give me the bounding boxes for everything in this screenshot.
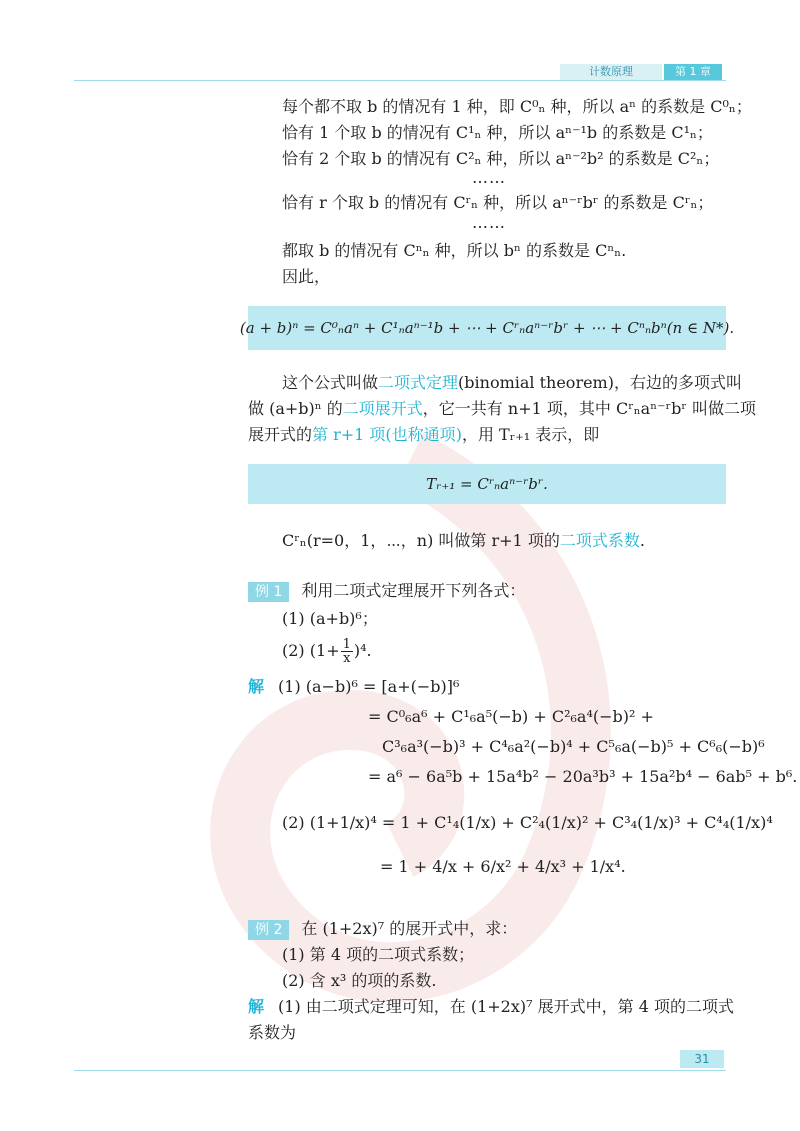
header-chapter-badge: 第 1 章: [664, 64, 722, 80]
derivation-line: 每个都不取 b 的情况有 1 种，即 C⁰ₙ 种，所以 aⁿ 的系数是 C⁰ₙ；: [282, 97, 752, 116]
solution-1-line: 解 (1) (a−b)⁶ = [a+(−b)]⁶: [248, 677, 460, 696]
example-2-tag: 例 2: [248, 920, 289, 940]
solution-2-tag: 解: [248, 997, 265, 1016]
example-1-question-2: (2) (1+ $\frac{1}{x}$ )⁴.: [282, 637, 372, 666]
binomial-theorem-formula: (a + b)ⁿ = C⁰ₙaⁿ + C¹ₙaⁿ⁻¹b + ⋯ + Cʳₙaⁿ⁻ʳbʳ + ⋯ + Cⁿₙbⁿ(n ∈ N*).: [248, 306, 726, 350]
derivation-line: 恰有 1 个取 b 的情况有 C¹ₙ 种，所以 aⁿ⁻¹b 的系数是 C¹ₙ；: [282, 123, 713, 142]
definition-line: 这个公式叫做二项式定理(binomial theorem)，右边的多项式叫: [282, 373, 742, 392]
term-general-term: 第 r+1 项(也称通项): [312, 425, 462, 444]
solution-2-line: 系数为: [248, 1023, 297, 1042]
solution-1-line: = 1 + 4/x + 6/x² + 4/x³ + 1/x⁴.: [380, 857, 626, 876]
fraction: $\frac{1}{x}$: [342, 637, 351, 666]
solution-1-tag: 解: [248, 677, 265, 696]
term-binomial-expansion: 二项展开式: [342, 399, 423, 418]
coefficient-definition: Cʳₙ(r=0，1，⋯，n) 叫做第 r+1 项的二项式系数.: [282, 531, 645, 550]
header-divider: [74, 80, 726, 81]
definition-line: 展开式的第 r+1 项(也称通项)，用 Tᵣ₊₁ 表示，即: [248, 425, 600, 444]
derivation-line: 因此，: [282, 267, 331, 286]
ellipsis: ……: [472, 168, 506, 187]
solution-1-line: = a⁶ − 6a⁵b + 15a⁴b² − 20a³b³ + 15a²b⁴ − 6ab⁵ + b⁶.: [368, 767, 798, 786]
term-binomial-coefficient: 二项式系数: [559, 531, 640, 550]
term-binomial-theorem: 二项式定理: [378, 373, 459, 392]
example-2-question-2: (2) 含 x³ 的项的系数.: [282, 971, 437, 990]
derivation-line: 都取 b 的情况有 Cⁿₙ 种，所以 bⁿ 的系数是 Cⁿₙ.: [282, 241, 627, 260]
footer-divider: [74, 1070, 726, 1071]
ellipsis: ……: [472, 213, 506, 232]
derivation-line: 恰有 2 个取 b 的情况有 C²ₙ 种，所以 aⁿ⁻²b² 的系数是 C²ₙ；: [282, 149, 720, 168]
definition-line: 做 (a+b)ⁿ 的二项展开式，它一共有 n+1 项，其中 Cʳₙaⁿ⁻ʳbʳ 叫做二项: [248, 399, 757, 418]
page-number: 31: [680, 1050, 724, 1068]
example-1-tag: 例 1: [248, 582, 289, 602]
example-1-heading: 例 1 利用二项式定理展开下列各式：: [248, 580, 525, 602]
solution-1-line: (2) (1+1/x)⁴ = 1 + C¹₄(1/x) + C²₄(1/x)² + C³₄(1/x)³ + C⁴₄(1/x)⁴: [282, 813, 773, 832]
header-section-title: 计数原理: [560, 64, 662, 80]
solution-1-line: = C⁰₆a⁶ + C¹₆a⁵(−b) + C²₆a⁴(−b)² +: [368, 707, 654, 726]
derivation-line: 恰有 r 个取 b 的情况有 Cʳₙ 种，所以 aⁿ⁻ʳbʳ 的系数是 Cʳₙ；: [282, 193, 714, 212]
example-2-question-1: (1) 第 4 项的二项式系数；: [282, 945, 475, 964]
solution-2-line: 解 (1) 由二项式定理可知，在 (1+2x)⁷ 展开式中，第 4 项的二项式: [248, 997, 734, 1016]
general-term-formula: Tᵣ₊₁ = Cʳₙaⁿ⁻ʳbʳ.: [248, 464, 726, 504]
example-2-heading: 例 2 在 (1+2x)⁷ 的展开式中，求：: [248, 918, 517, 940]
solution-1-line: C³₆a³(−b)³ + C⁴₆a²(−b)⁴ + C⁵₆a(−b)⁵ + C⁶₆(−b)⁶: [382, 737, 765, 756]
example-1-question-1: (1) (a+b)⁶；: [282, 609, 378, 628]
